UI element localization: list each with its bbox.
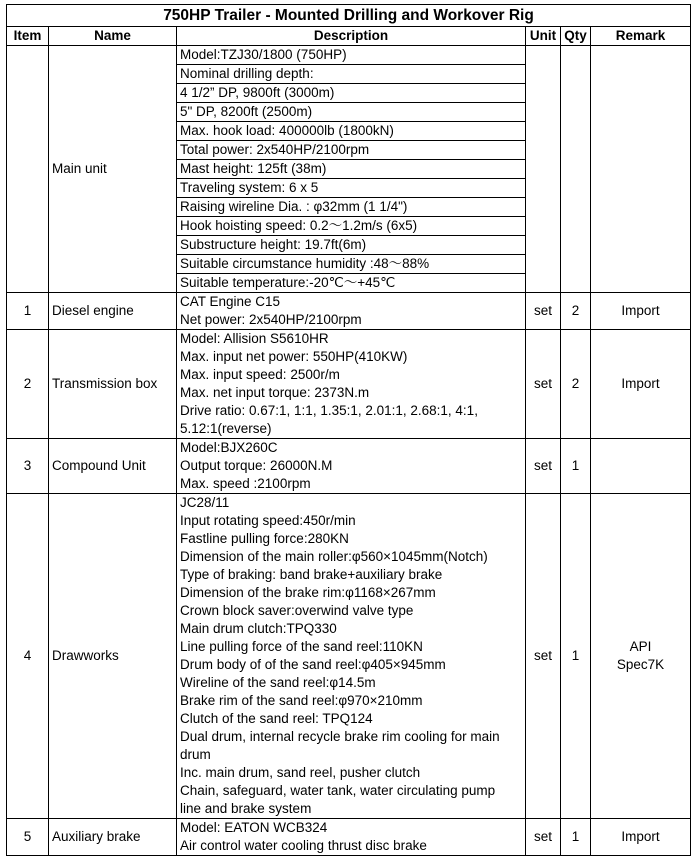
description-line: Drive ratio: 0.67:1, 1:1, 1.35:1, 2.01:1, 2.68:1, 4:1, [180, 403, 478, 418]
table-body [7, 46, 691, 856]
table-row [7, 293, 691, 330]
item-description [177, 46, 526, 293]
description-line: Max. speed :2100rpm [180, 476, 311, 491]
description-line: Dual drum, internal recycle brake rim cooling for main [180, 729, 500, 744]
description-line: Model:TZJ30/1800 (750HP) [177, 46, 525, 65]
header-remark: Remark [591, 27, 691, 46]
item-number: 4 [7, 494, 49, 819]
item-name: Drawworks [49, 494, 177, 819]
description-line: Type of braking: band brake+auxiliary brake [180, 567, 443, 582]
description-line: Total power: 2x540HP/2100rpm [177, 141, 525, 160]
description-line: Max. net input torque: 2373N.m [180, 385, 370, 400]
item-description [177, 439, 526, 494]
header-unit: Unit [526, 27, 561, 46]
table-row [7, 494, 691, 819]
item-unit: set [526, 819, 561, 856]
description-line: Suitable circumstance humidity :48～88% [177, 255, 525, 274]
description-line: Model:BJX260C [180, 440, 278, 455]
title-row [7, 5, 691, 27]
item-qty: 1 [561, 439, 591, 494]
description-line: Inc. main drum, sand reel, pusher clutch [180, 765, 421, 780]
item-description [177, 293, 526, 330]
table-row [7, 330, 691, 439]
spec-sheet [6, 4, 691, 856]
description-line: 5" DP, 8200ft (2500m) [177, 103, 525, 122]
item-name: Main unit [49, 46, 177, 293]
header-name: Name [49, 27, 177, 46]
description-line: Model: EATON WCB324 [180, 820, 328, 835]
description-line: Line pulling force of the sand reel:110KN [180, 639, 423, 654]
item-number: 5 [7, 819, 49, 856]
description-line: 4 1/2” DP, 9800ft (3000m) [177, 84, 525, 103]
item-unit: set [526, 293, 561, 330]
description-line: drum [180, 747, 211, 762]
description-line: Substructure height: 19.7ft(6m) [177, 236, 525, 255]
description-line: Max. hook load: 400000lb (1800kN) [177, 122, 525, 141]
description-line: Clutch of the sand reel: TPQ124 [180, 711, 373, 726]
description-line: Dimension of the brake rim:φ1168×267mm [180, 585, 436, 600]
description-line: Drum body of of the sand reel:φ405×945mm [180, 657, 446, 672]
description-line: Net power: 2x540HP/2100rpm [180, 312, 362, 327]
item-unit: set [526, 330, 561, 439]
header-qty: Qty [561, 27, 591, 46]
item-qty: 2 [561, 293, 591, 330]
item-qty [561, 46, 591, 293]
item-description [177, 494, 526, 819]
description-line: Crown block saver:overwind valve type [180, 603, 414, 618]
description-line: Max. input speed: 2500r/m [180, 367, 340, 382]
table-title: 750HP Trailer - Mounted Drilling and Workover Rig [7, 5, 691, 27]
description-line: Mast height: 125ft (38m) [177, 160, 525, 179]
description-line: Dimension of the main roller:φ560×1045mm(Notch) [180, 549, 488, 564]
item-qty: 1 [561, 819, 591, 856]
item-remark: API Spec7K [591, 494, 691, 819]
item-number: 1 [7, 293, 49, 330]
item-number: 3 [7, 439, 49, 494]
description-line: 5.12:1(reverse) [180, 421, 272, 436]
description-line: JC28/11 [180, 495, 230, 510]
item-unit: set [526, 494, 561, 819]
description-line: Nominal drilling depth: [177, 65, 525, 84]
item-number: 2 [7, 330, 49, 439]
description-line: Suitable temperature:-20℃～+45℃ [180, 275, 396, 290]
item-name: Transmission box [49, 330, 177, 439]
header-description: Description [177, 27, 526, 46]
header-item: Item [7, 27, 49, 46]
description-line: Model: Allision S5610HR [180, 331, 329, 346]
item-name: Auxiliary brake [49, 819, 177, 856]
header-row [7, 27, 691, 46]
description-line: CAT Engine C15 [180, 294, 281, 309]
table-row [7, 439, 691, 494]
item-remark: Import [591, 819, 691, 856]
description-line: Raising wireline Dia. : φ32mm (1 1/4") [177, 198, 525, 217]
description-line: Main drum clutch:TPQ330 [180, 621, 337, 636]
description-line: Hook hoisting speed: 0.2～1.2m/s (6x5) [177, 217, 525, 236]
spec-table [6, 4, 691, 856]
table-row [7, 46, 691, 293]
table-row [7, 819, 691, 856]
description-line: Wireline of the sand reel:φ14.5m [180, 675, 376, 690]
item-name: Compound Unit [49, 439, 177, 494]
description-line: Output torque: 26000N.M [180, 458, 333, 473]
item-unit [526, 46, 561, 293]
item-qty: 1 [561, 494, 591, 819]
item-name: Diesel engine [49, 293, 177, 330]
item-remark: Import [591, 330, 691, 439]
item-unit: set [526, 439, 561, 494]
item-remark [591, 46, 691, 293]
description-line: Chain, safeguard, water tank, water circulating pump [180, 783, 496, 798]
description-line: Air control water cooling thrust disc brake [180, 838, 427, 853]
item-qty: 2 [561, 330, 591, 439]
description-line: Traveling system: 6 x 5 [177, 179, 525, 198]
description-line: Max. input net power: 550HP(410KW) [180, 349, 408, 364]
item-number [7, 46, 49, 293]
description-line: Input rotating speed:450r/min [180, 513, 356, 528]
description-line: Brake rim of the sand reel:φ970×210mm [180, 693, 423, 708]
description-line: Fastline pulling force:280KN [180, 531, 349, 546]
item-description [177, 819, 526, 856]
item-remark [591, 439, 691, 494]
description-line: line and brake system [180, 801, 312, 816]
item-description [177, 330, 526, 439]
item-remark: Import [591, 293, 691, 330]
